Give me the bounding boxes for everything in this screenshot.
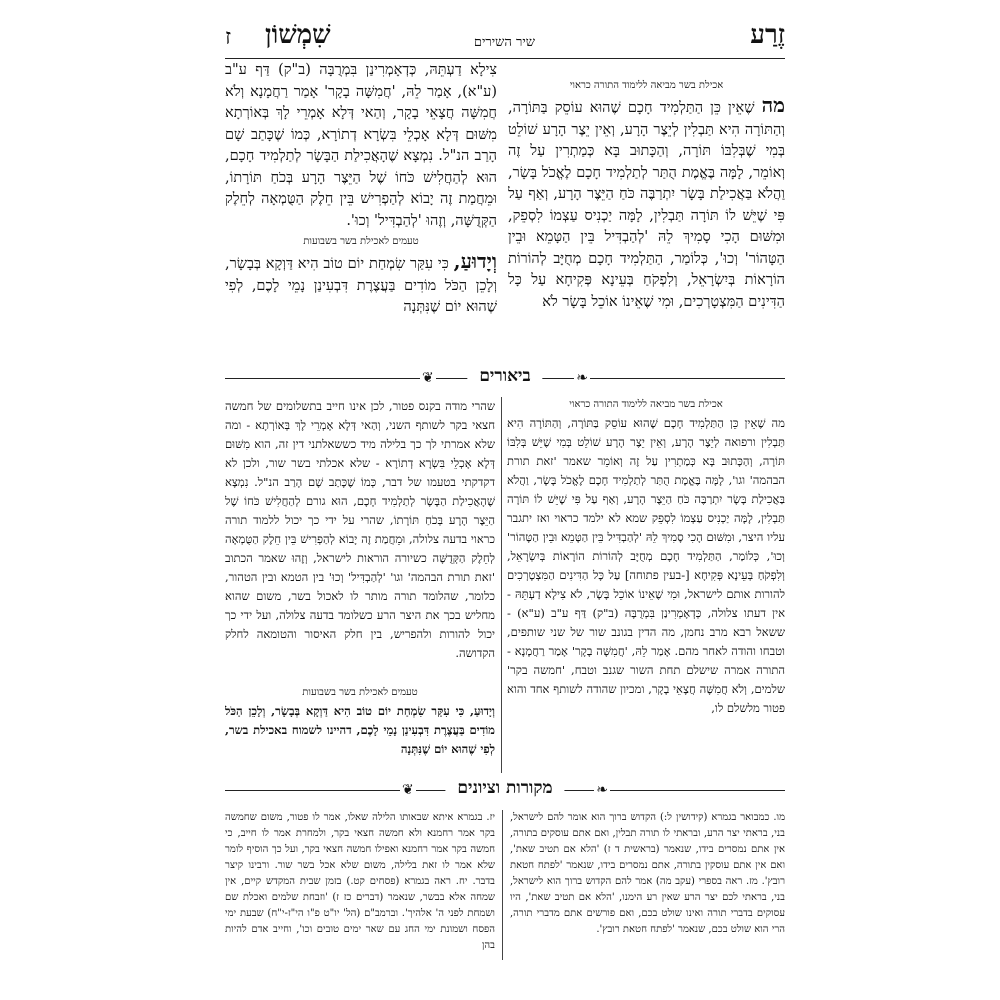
sources-text: מו. כמבואר בגמרא (קידושין ל:) הקדוש ברוך הוא אומר להם לישראל, בני, בראתי יצר הרע, ובראתי לו תורה תבלין, ואם אתם עוסקים בתורה, אין אתם נמסרים בידו, שנאמר (בראשית ד ז) 'הלא אם תטיב שאת', ואם אין אתם עוסקין בתורה, אתם נמסרים בידו, שנאמר 'לפתח חטאת רובץ'. מז. ראה בספרי (עקב מה) אמר להם הקדוש ברוך הוא לישראל, בני, בראתי לכם יצר הרע שאין רע הימנו, 'הלא אם תטיב שאת', היו עסוקים בדברי תורה ואינו שולט בכם, ואם פורשים אתם מדברי תורה, הרי הוא שולט בכם, שנאמר 'לפתח חטאת רובץ'. [510, 812, 785, 935]
column-divider [502, 810, 503, 960]
ornament-icon: ❧ [596, 782, 608, 798]
ornament-icon: ❦ [402, 782, 414, 798]
shavuot-text: כִּי עִקַּר שִׂמְחַת יוֹם טוֹב הִיא דַּוְקָא בְּבָשָׂר, וְלָכֵן הַכֹּל מוֹדִים בַּעֲצֶרֶת דִּבְעִינַן נָמֵי לָכֶם, לְפִי שֶׁהוּא יוֹם שֶׁנִּתְּנָה [225, 256, 497, 315]
main-text-continued: צִילָא דַעְתֵּהּ, כְּדְאָמְרִינַן בִּמְרֻבָּה (ב"ק) דַּף ע"ב (ע"א), אָמַר לֵהּ, 'חֲמִשָּׁה בָקָר' אָמַר רַחֲמָנָא וְלֹא חֲמִשָּׁה חֲצָאֵי בָקָר, וְהַאי דְּלָא אָמְרֵי לָךְ בְּאוֹרְתָא מִשּׁוּם דְּלָא אָכְלֵי בִּשְׂרָא דְתוֹרָא, כְּמוֹ שֶׁכָּתַב שָׁם הָרַב הנ"ל. נִמְצָא שֶׁהָאֲכִילַת הַבָּשָׂר לְתַלְמִיד חָכָם, הוּא לְהַחֲלִישׁ כֹּחוֹ שֶׁל הַיֵּצֶר הָרָע בְּכֹחַ תּוֹרָתוֹ, וּמֵחֲמַת זֶה יָבוֹא לְהַפְרִישׁ בֵּין חֵלֶק הַטֻּמְאָה לְחֵלֶק הַקְּדֻשָּׁה, וְזֶהוּ 'לְהַבְדִּיל' וְכוּ'. [225, 62, 497, 229]
main-text: שֶׁאֵין כֵּן הַתַּלְמִיד חָכָם שֶׁהוּא עוֹסֵק בַּתּוֹרָה, וְהַתּוֹרָה הִיא תַּבְלִין לְיֵצֶר הָרָע, וְאֵין יֵצֶר הָרָע שׁוֹלֵט בְּמִי שֶׁבְּלִבּוֹ תּוֹרָה, וְהַכָּתוּב בָּא כְּמַתְרִין עַל זֶה וְאוֹמֵר, לָמָּה בֶּאֱמֶת הֻתַּר לְתַלְמִיד חָכָם לֶאֱכֹל בָּשָׂר, וַהֲלֹא בַּאֲכִילַת בָּשָׂר יִתְרַבֶּה כֹּחַ הַיֵּצֶר הָרָע, וְאַף עַל פִּי שֶׁיֵּשׁ לוֹ תּוֹרָה תַּבְלִין, לָמָּה יַכְנִיס עַצְמוֹ לִסְפֵק, וּמִשּׁוּם הָכִי סָמִיךְ לֵהּ 'לְהַבְדִּיל בֵּין הַטָּמֵא וּבֵין הַטָּהוֹר' וְכוּ', כְּלוֹמַר, הַתַּלְמִיד חָכָם מְחֻיָּב לְהוֹרוֹת הוֹרָאוֹת בְּיִשְׂרָאֵל, וְלִפְקֹחַ בְּעֵינָא פְּקִיחָא עַל כָּל הַדִּינִים הַמִּצְטָרְכִים, וּמִי שֶׁאֵינוֹ אוֹכֵל בָּשָׂר לֹא [508, 100, 785, 310]
running-header [225, 20, 785, 60]
ornament-icon: ❧ [576, 370, 588, 386]
biurim-section-heading: אכילת בשר מביאה ללימוד התורה כראוי [569, 399, 723, 410]
main-text-left-column [225, 60, 497, 360]
book-title: זֶרַע [750, 20, 785, 50]
column-divider [501, 397, 502, 773]
sources-divider [225, 780, 785, 802]
header-rule [225, 58, 785, 59]
biurim-divider [225, 368, 785, 390]
main-paragraph [508, 95, 785, 313]
biurim-title: ביאורים [467, 366, 542, 386]
section-heading-shavuot: טעמים לאכילת בשר בשבועות [303, 236, 419, 247]
biurim-right-column [507, 397, 785, 773]
sources-left-column [225, 810, 495, 960]
page-number: ז [225, 25, 232, 50]
section-title: שיר השירים [473, 35, 535, 50]
shavuot-paragraph [225, 251, 497, 319]
biurim-text: מה שֶׁאֵין כֵּן הַתַּלְמִיד חָכָם שֶׁהוּא עוֹסֵק בַּתּוֹרָה, וְהַתּוֹרָה הִיא תַּבְלִין ורפואה לְיֵצֶר הָרָע, וְאֵין יֵצֶר הָרָע שׁוֹלֵט בְּמִי שֶׁיֵּשׁ בְּלִבּוֹ תּוֹרָה, וְהַכָּתוּב בָּא כְּמַתְרִין עַל זֶה וְאוֹמֵר שאמר 'זאת תורת הבהמה' וגו', לָמָּה בֶּאֱמֶת הֻתַּר לְתַלְמִיד חָכָם לֶאֱכֹל בָּשָׂר, וַהֲלֹא בַּאֲכִילַת בָּשָׂר יִתְרַבֶּה כֹּחַ הַיֵּצֶר הָרָע, וְאַף עַל פִּי שֶׁיֵּשׁ לוֹ תּוֹרָה תַּבְלִין, לָמָּה יַכְנִיס עַצְמוֹ לִסְפֵק שמא לא ילמד כראוי ואז יתגבר עליו היצר, וּמִשּׁוּם הָכִי סָמִיךְ לֵהּ 'לְהַבְדִּיל בֵּין הַטָּמֵא וּבֵין הַטָּהוֹר' וְכוּ', כְּלוֹמַר, הַתַּלְמִיד חָכָם מְחֻיָּב לְהוֹרוֹת הוֹרָאוֹת בְּיִשְׂרָאֵל, וְלִפְקֹחַ בְּעֵינָא פְּקִיחָא [-בעין פתוחה] עַל כָּל הַדִּינִים הַמִּצְטָרְכִים להורות אותם לישראל, וּמִי שֶׁאֵינוֹ אוֹכֵל בָּשָׂר, לֹא צִילָא דַעְתֵּהּ - אין דעתו צלולה, כְּדְאָמְרִינַן בִּמְרֻבָּה (ב"ק) דַּף ע"ב (ע"א) - ששאל רבא מרב נחמן, מה הדין בגונב שור של שני שותפים, וטבחו והודה לאחר מהם. אָמַר לֵהּ, 'חֲמִשָּׁה בָקָר' אָמַר רַחֲמָנָא - התורה אמרה שישלם תחת השור שגנב וטבח, 'חמשה בקר' שלמים, וְלֹא חֲמִשָּׁה חֲצָאֵי בָקָר, ומכיון שהודה לשותף אחד והוא פטור מלשלם לו, [507, 416, 785, 715]
biurim-section-heading-shavuot: טעמים לאכילת בשר בשבועות [302, 687, 418, 698]
ornament-icon: ❦ [422, 370, 434, 386]
lead-word: וְיָדוּעַ, [453, 249, 497, 273]
lead-word: מה [761, 93, 785, 117]
biurim-left-column [225, 397, 495, 773]
biurim-shavuot-text: וְיָדוּעַ, כִּי עִקַּר שִׂמְחַת יוֹם טוֹב הִיא דַּוְקָא בְּבָשָׂר, וְלָכֵן הַכֹּל מוֹדִים בַּעֲצֶרֶת דִּבְעִינַן נָמֵי לָכֶם, דהיינו לשמוח באכילת בשר, לְפִי שֶׁהוּא יוֹם שֶׁנִּתְּנָה [225, 704, 495, 756]
running-title: שִׁמְשׁוֹן [265, 20, 331, 50]
sources-text-continued: יז. בגמרא איתא שבאותו הלילה שאלו, אמר לו פטור, משום שחמשה בקר אמר רחמנא ולא חמשה חצאי בקר, ולמחרת אמר לו חייב, כי חמשה בקר אמר רחמנא ואפילו חמשה חצאי בקר, ועל כך הוסיף לומר שלא אמר לו זאת בלילה, משום שלא אכל בשר שור. ורבינו קיצר בדבר. יח. ראה בגמרא (פסחים קט.) בזמן שבית המקדש קיים, אין שמחה אלא בבשר, שנאמר (דברים כז ז) 'וזבחת שלמים ואכלת שם ושמחת לפני ה' אלהיך'. וברמב"ם (הל' יו"ט פ"ו הי"ז-י"ח) שבעת ימי הפסח ושמונת ימי החג עם שאר ימים טובים וכו', וחייב אדם להיות בהן [225, 812, 495, 951]
biurim-text-continued: שהרי מודה בקנס פטור, לכן אינו חייב בתשלומים של חמשה חצאי בקר לשותף השני, וְהַאי דְּלָא אָמְרֵי לָךְ בְּאוֹרְתָא - ומה שלא אמרתי לך כך בלילה מיד כששאלתני דין זה, הוא מִשּׁוּם דְּלָא אָכְלֵי בִּשְׂרָא דְתוֹרָא - שלא אכלתי בשר שור, ולכן לא דקדקתי בטעמו של דבר, כְּמוֹ שֶׁכָּתַב שָׁם הָרַב הנ"ל. נִמְצָא שֶׁהָאֲכִילַת הַבָּשָׂר לְתַלְמִיד חָכָם, הוּא גורם לְהַחֲלִישׁ כֹּחוֹ שֶׁל הַיֵּצֶר הָרָע בְּכֹחַ תּוֹרָתוֹ, שהרי על ידי כך יכול ללמוד תורה כראוי בדעה צלולה, וּמֵחֲמַת זֶה יָבוֹא לְהַפְרִישׁ בֵּין חֵלֶק הַטֻּמְאָה לְחֵלֶק הַקְּדֻשָּׁה כשיורה הוראות לישראל, וְזֶהוּ שאמר הכתוב 'זאת תורת הבהמה' וגו' 'לְהַבְדִּיל' וְכוּ' בין הטמא ובין הטהור, כלומר, שהלומד תורה מותר לו לאכול בשר, משום שהוא מחליש בכך את היצר הרע כשלומד בדעה צלולה, ועל ידי כך יכול להורות ולהפריש, בין חלק האיסור והטומאה לחלק הקדושה. [225, 399, 495, 660]
section-heading: אכילת בשר מביאה ללימוד התורה כראוי [569, 80, 724, 91]
sources-title: מקורות וציונים [445, 778, 564, 798]
main-text-right-column [508, 78, 785, 360]
sources-right-column [510, 810, 785, 960]
